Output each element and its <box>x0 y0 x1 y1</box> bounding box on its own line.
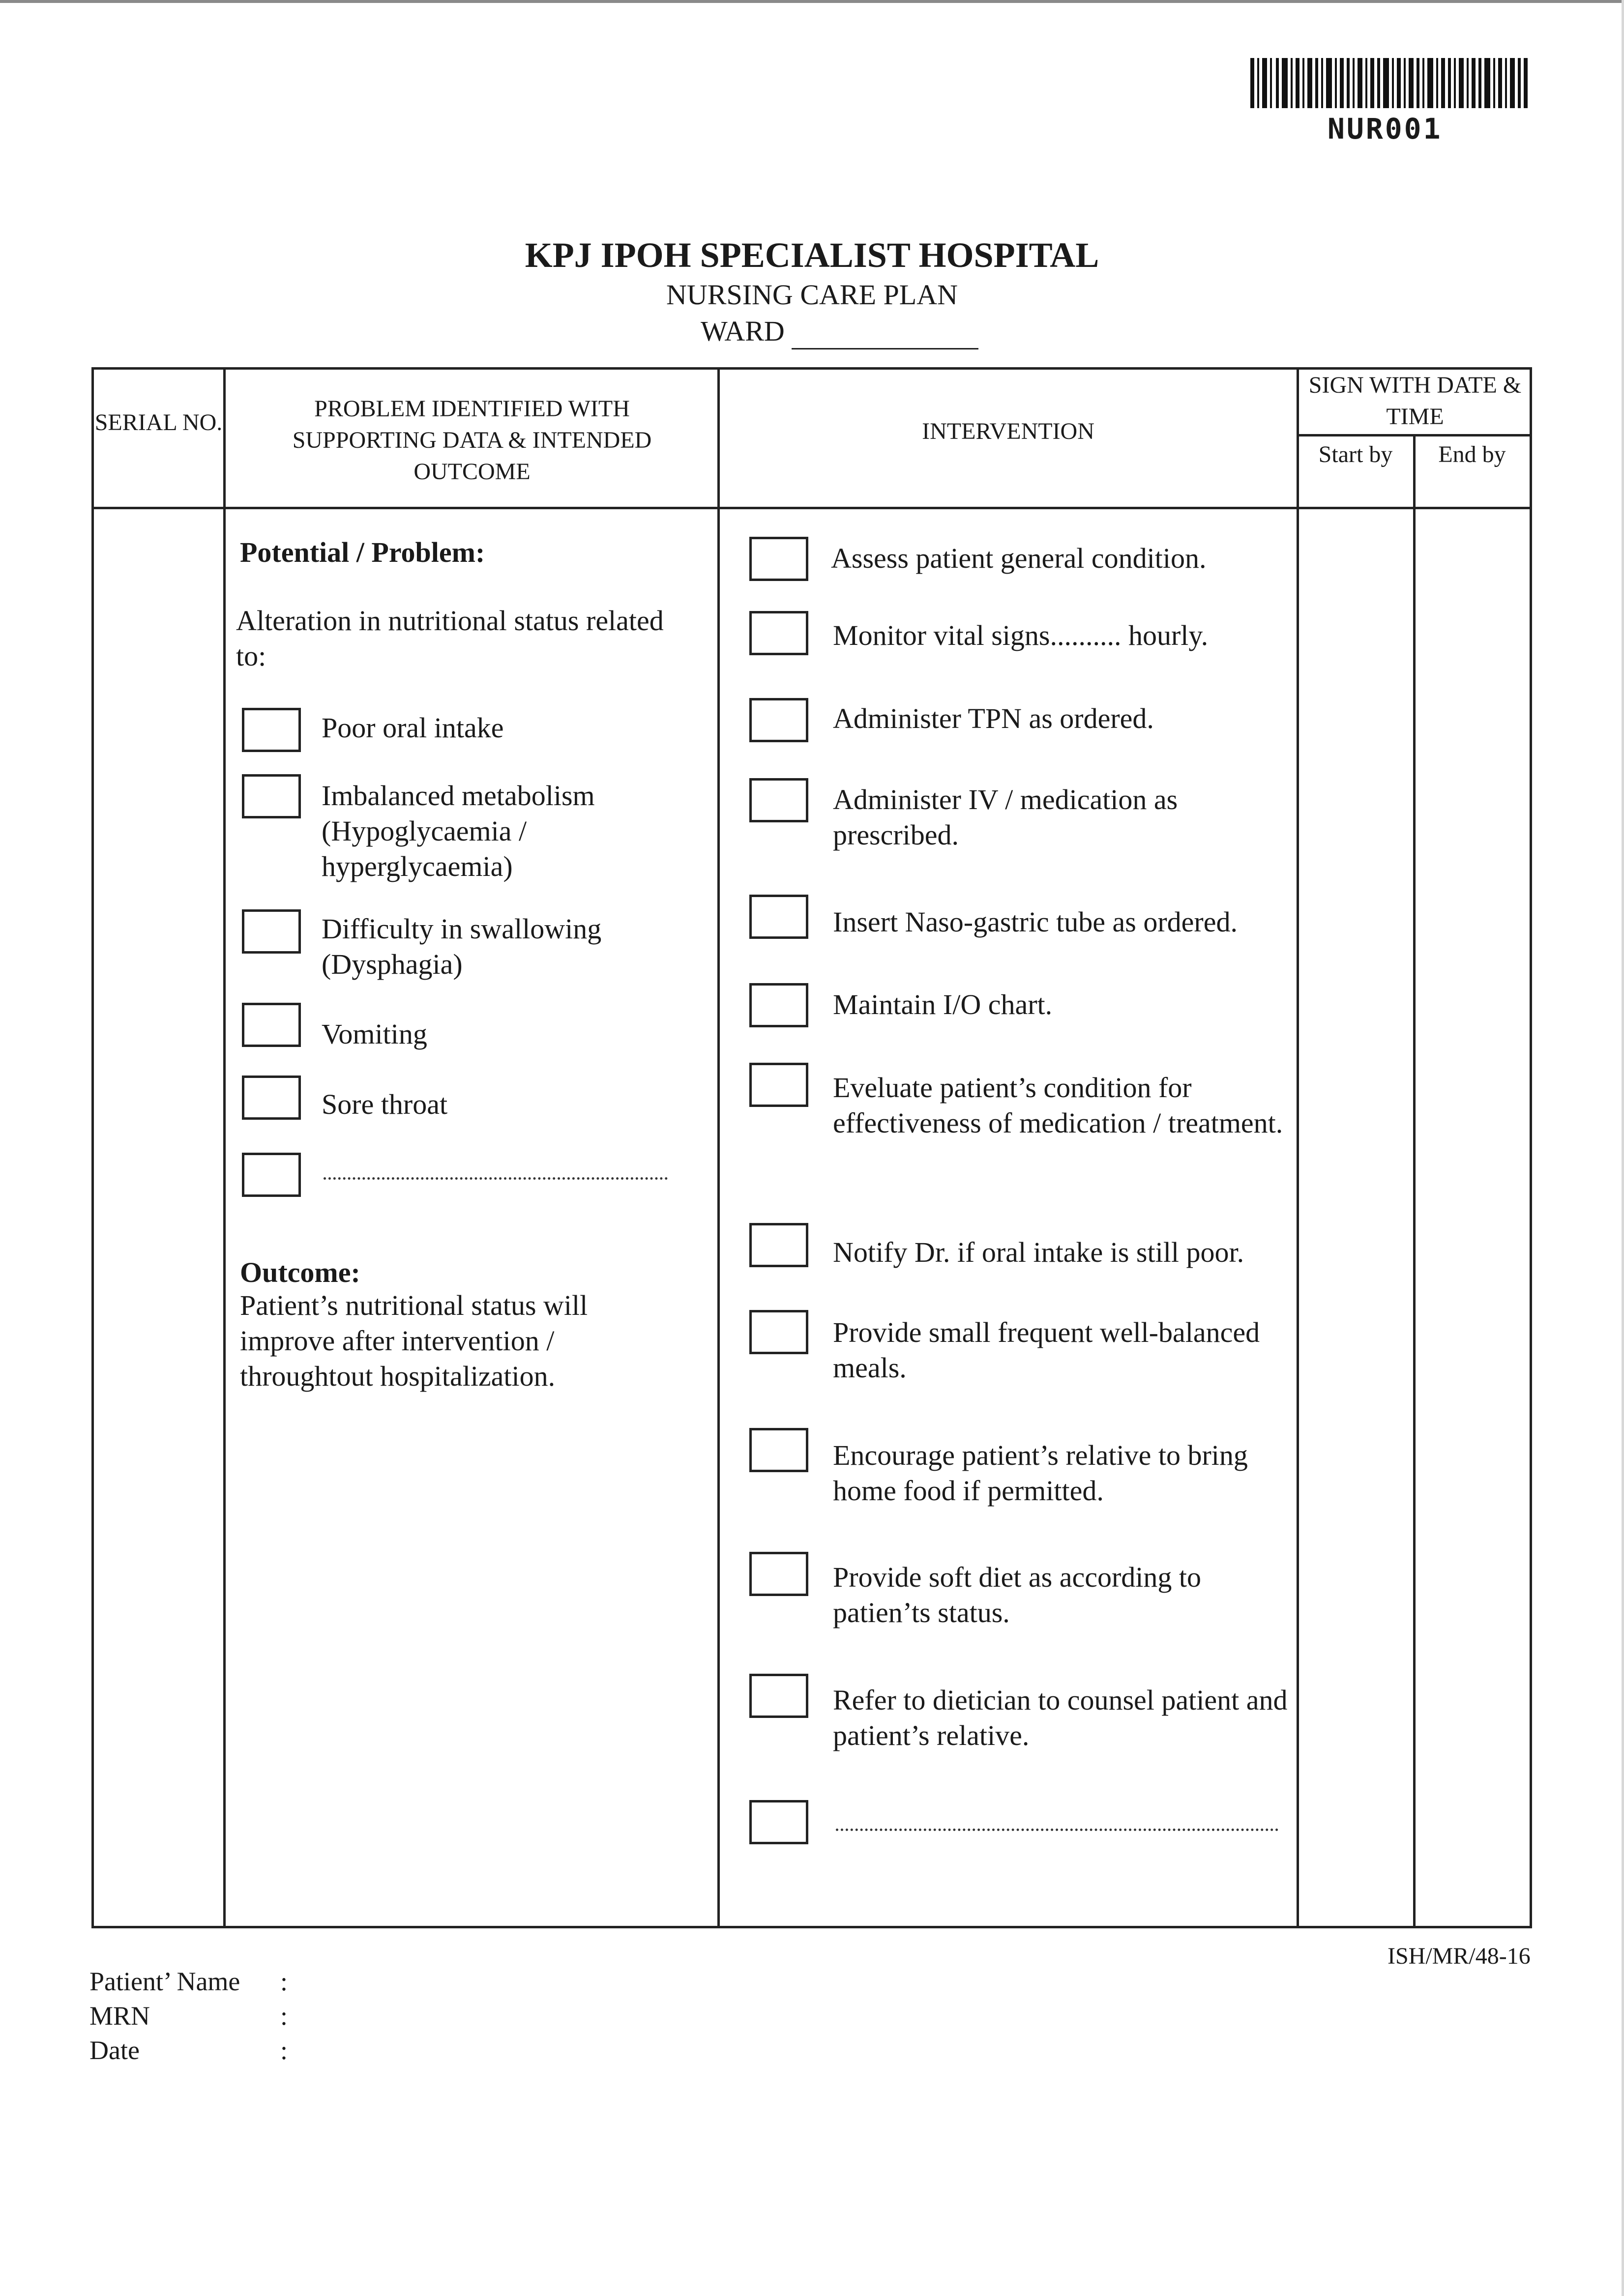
potential-problem-heading: Potential / Problem: <box>240 536 485 568</box>
problem-checkbox[interactable] <box>242 1003 301 1047</box>
intervention-item: Notify Dr. if oral intake is still poor. <box>833 1236 1244 1268</box>
col-divider-sign <box>1413 434 1416 1928</box>
problem-item: Sore throat <box>322 1088 448 1120</box>
date-label: Date <box>89 2035 140 2065</box>
intervention-checkbox[interactable] <box>749 1428 808 1472</box>
hospital-name: KPJ IPOH SPECIALIST HOSPITAL <box>525 235 1099 275</box>
sign-subheader-divider <box>1297 434 1532 436</box>
barcode-code: NUR001 <box>1328 112 1443 145</box>
intervention-checkbox[interactable] <box>749 983 808 1027</box>
date-colon: : <box>280 2035 288 2065</box>
intervention-checkbox-other[interactable] <box>749 1800 808 1844</box>
mrn-field[interactable] <box>305 2001 747 2032</box>
problem-checkbox[interactable] <box>242 909 301 954</box>
intervention-item: Assess patient general condition. <box>831 542 1207 574</box>
intervention-checkbox[interactable] <box>749 778 808 822</box>
ward-field[interactable] <box>792 348 978 349</box>
header-start-by: Start by <box>1318 441 1393 467</box>
problem-other-field[interactable] <box>324 1177 668 1180</box>
mrn-colon: : <box>280 2001 288 2031</box>
form-reference: ISH/MR/48-16 <box>1388 1943 1531 1969</box>
col-divider-problem <box>717 367 720 1928</box>
intervention-item: Administer IV / medication as prescribed. <box>833 784 1178 851</box>
intervention-item: Provide soft diet as according to patien’ts status. <box>833 1561 1201 1628</box>
care-plan-table <box>91 367 1532 1928</box>
form-title: NURSING CARE PLAN <box>666 279 958 311</box>
col-divider-intervention <box>1297 367 1299 1928</box>
intervention-item: Encourage patient’s relative to bring home food if permitted. <box>833 1439 1248 1507</box>
intervention-checkbox[interactable] <box>749 1223 808 1267</box>
intervention-item: Provide small frequent well-balanced meals. <box>833 1316 1260 1384</box>
page-right-edge <box>1622 0 1624 2296</box>
intervention-item: Maintain I/O chart. <box>833 988 1053 1020</box>
problem-item: Difficulty in swallowing (Dysphagia) <box>322 913 602 980</box>
intervention-checkbox[interactable] <box>749 1552 808 1596</box>
problem-item: Imbalanced metabolism (Hypoglycaemia / hyperglycaemia) <box>322 780 595 882</box>
patient-name-field[interactable] <box>305 1966 747 1998</box>
outcome-text: Patient’s nutritional status will improve after intervention / throughtout hospitalization. <box>240 1289 588 1392</box>
intervention-item: Refer to dietician to counsel patient and patient’s relative. <box>833 1684 1288 1751</box>
header-end-by: End by <box>1438 441 1506 467</box>
intervention-other-field[interactable] <box>836 1829 1278 1831</box>
col-divider-serial <box>223 367 226 1928</box>
header-sign-with-date-time: SIGN WITH DATE & TIME <box>1308 372 1522 430</box>
intervention-item: Eveluate patient’s condition for effectiveness of medication / treatment. <box>833 1072 1283 1139</box>
problem-checkbox[interactable] <box>242 774 301 818</box>
header-row-divider <box>91 507 1532 509</box>
intervention-item: Monitor vital signs.......... hourly. <box>833 619 1209 651</box>
problem-item: Vomiting <box>322 1018 427 1050</box>
barcode-graphic <box>1250 58 1531 108</box>
outcome-heading: Outcome: <box>240 1256 360 1288</box>
header-intervention: INTERVENTION <box>922 418 1094 444</box>
header-problem: PROBLEM IDENTIFIED WITH SUPPORTING DATA & INTENDED OUTCOME <box>292 396 652 485</box>
problem-item: Poor oral intake <box>322 712 504 744</box>
ward-label: WARD <box>701 315 785 347</box>
intervention-checkbox[interactable] <box>749 1310 808 1354</box>
intervention-item: Insert Naso-gastric tube as ordered. <box>833 906 1238 938</box>
intervention-checkbox[interactable] <box>749 537 808 581</box>
problem-intro: Alteration in nutritional status related to: <box>236 605 664 672</box>
header-serial-no: SERIAL NO. <box>94 409 223 436</box>
intervention-item: Administer TPN as ordered. <box>833 702 1154 734</box>
intervention-checkbox[interactable] <box>749 611 808 655</box>
patient-name-colon: : <box>280 1967 288 1996</box>
page-top-edge <box>0 0 1624 3</box>
problem-checkbox[interactable] <box>242 708 301 752</box>
patient-name-label: Patient’ Name <box>89 1967 240 1996</box>
problem-checkbox[interactable] <box>242 1075 301 1120</box>
date-field[interactable] <box>305 2035 747 2066</box>
intervention-checkbox[interactable] <box>749 1063 808 1107</box>
intervention-checkbox[interactable] <box>749 895 808 939</box>
intervention-checkbox[interactable] <box>749 1674 808 1718</box>
mrn-label: MRN <box>89 2001 150 2031</box>
intervention-checkbox[interactable] <box>749 698 808 742</box>
problem-checkbox-other[interactable] <box>242 1153 301 1197</box>
